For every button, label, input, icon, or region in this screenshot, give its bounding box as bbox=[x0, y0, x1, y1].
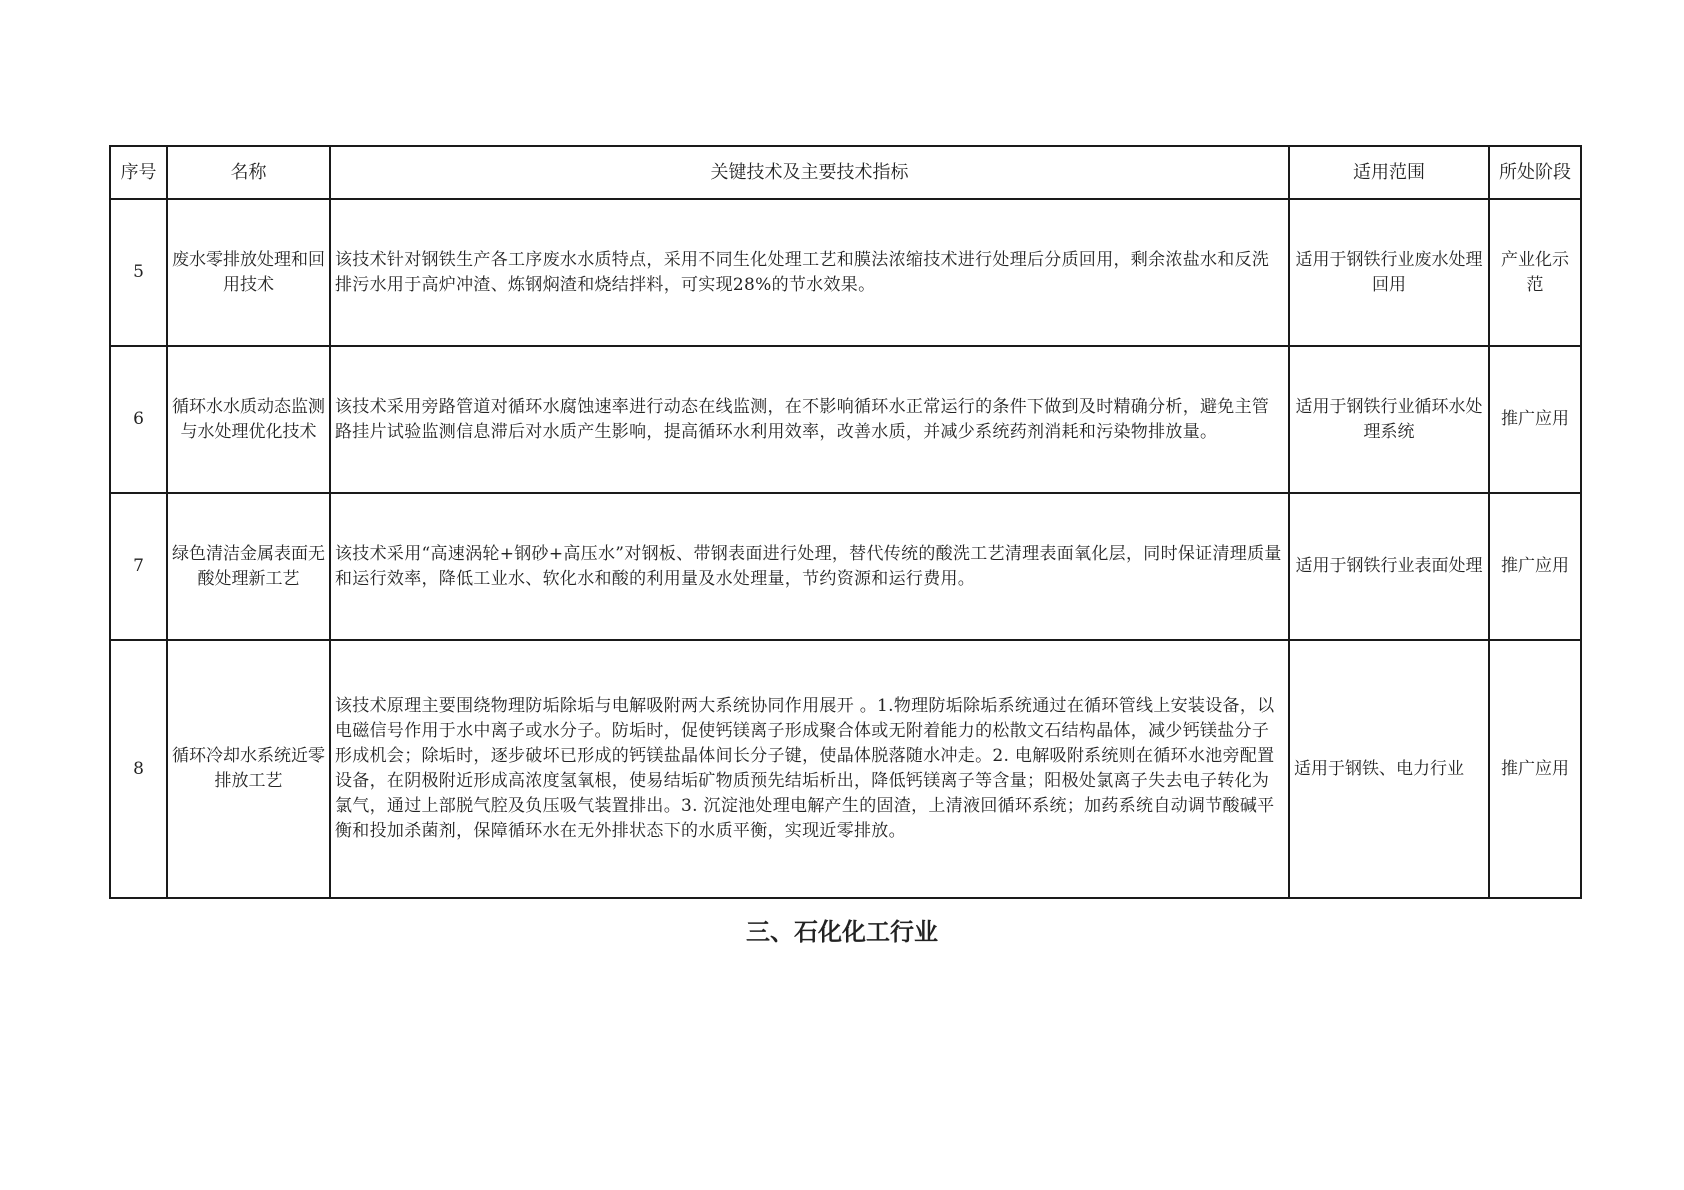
table-row bbox=[110, 640, 1581, 898]
header-key-tech: 关键技术及主要技术指标 bbox=[330, 146, 1289, 199]
tech-stage: 推广应用 bbox=[1489, 640, 1581, 898]
table-row bbox=[110, 199, 1581, 346]
tech-stage: 推广应用 bbox=[1489, 346, 1581, 493]
tech-description: 该技术针对钢铁生产各工序废水水质特点，采用不同生化处理工艺和膜法浓缩技术进行处理后分质回用，剩余浓盐水和反洗排污水用于高炉冲渣、炼钢焖渣和烧结拌料，可实现28%的节水效果。 bbox=[330, 199, 1289, 346]
tech-scope: 适用于钢铁行业表面处理 bbox=[1289, 493, 1489, 640]
tech-description: 该技术采用旁路管道对循环水腐蚀速率进行动态在线监测，在不影响循环水正常运行的条件下做到及时精确分析，避免主管路挂片试验监测信息滞后对水质产生影响，提高循环水利用效率，改善水质，并减少系统药剂消耗和污染物排放量。 bbox=[330, 346, 1289, 493]
tech-name: 废水零排放处理和回用技术 bbox=[167, 199, 330, 346]
header-name: 名称 bbox=[167, 146, 330, 199]
tech-name: 循环冷却水系统近零排放工艺 bbox=[167, 640, 330, 898]
row-number: 7 bbox=[110, 493, 167, 640]
technology-table bbox=[109, 145, 1582, 899]
tech-scope: 适用于钢铁行业废水处理回用 bbox=[1289, 199, 1489, 346]
tech-scope: 适用于钢铁、电力行业 bbox=[1289, 640, 1489, 898]
tech-name: 循环水水质动态监测与水处理优化技术 bbox=[167, 346, 330, 493]
row-number: 6 bbox=[110, 346, 167, 493]
row-number: 8 bbox=[110, 640, 167, 898]
table-row bbox=[110, 346, 1581, 493]
tech-description: 该技术采用“高速涡轮+钢砂+高压水”对钢板、带钢表面进行处理，替代传统的酸洗工艺清理表面氧化层，同时保证清理质量和运行效率，降低工业水、软化水和酸的利用量及水处理量，节约资源和运行费用。 bbox=[330, 493, 1289, 640]
section-title: 三、石化化工行业 bbox=[746, 918, 938, 946]
header-no: 序号 bbox=[110, 146, 167, 199]
tech-stage: 推广应用 bbox=[1489, 493, 1581, 640]
row-number: 5 bbox=[110, 199, 167, 346]
header-scope: 适用范围 bbox=[1289, 146, 1489, 199]
tech-name: 绿色清洁金属表面无酸处理新工艺 bbox=[167, 493, 330, 640]
tech-description: 该技术原理主要围绕物理防垢除垢与电解吸附两大系统协同作用展开 。1.物理防垢除垢系统通过在循环管线上安装设备，以电磁信号作用于水中离子或水分子。防垢时，促使钙镁离子形成聚合体或无附着能力的松散文石结构晶体，减少钙镁盐分子形成机会；除垢时，逐步破坏已形成的钙镁盐晶体间长分子键，使晶体脱落随水冲走。2. 电解吸附系统则在循环水池旁配置设备，在阴极附近形成高浓度氢氧根，使易结垢矿物质预先结垢析出，降低钙镁离子等含量；阳极处氯离子失去电子转化为氯气，通过上部脱气腔及负压吸气装置排出。3. 沉淀池处理电解产生的固渣，上清液回循环系统；加药系统自动调节酸碱平衡和投加杀菌剂，保障循环水在无外排状态下的水质平衡，实现近零排放。 bbox=[330, 640, 1289, 898]
table-row bbox=[110, 493, 1581, 640]
tech-scope: 适用于钢铁行业循环水处理系统 bbox=[1289, 346, 1489, 493]
header-stage: 所处阶段 bbox=[1489, 146, 1581, 199]
table-header-row bbox=[110, 146, 1581, 199]
tech-stage: 产业化示范 bbox=[1489, 199, 1581, 346]
